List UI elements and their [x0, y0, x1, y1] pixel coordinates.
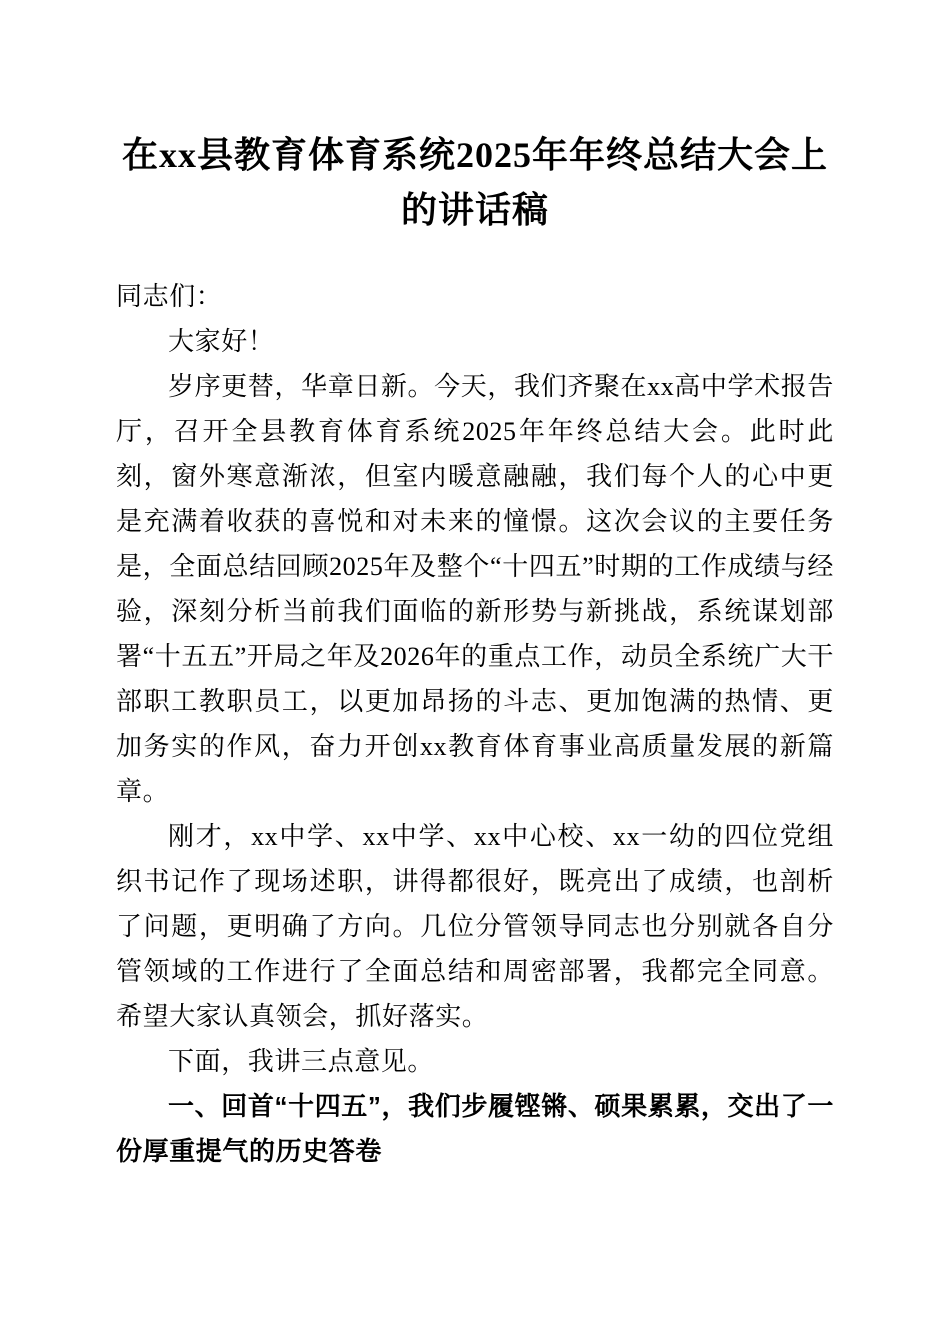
- paragraph-meeting-opening: 岁序更替，华章日新。今天，我们齐聚在xx高中学术报告厅，召开全县教育体育系统2025年年终总结大会。此时此刻，窗外寒意渐浓，但室内暖意融融，我们每个人的心中更是充满着收获的喜悦和对未来的憧憬。这次会议的主要任务是，全面总结回顾2025年及整个“十四五”时期的工作成绩与经验，深刻分析当前我们面临的新形势与新挑战，系统谋划部署“十五五”开局之年及2026年的重点工作，动员全系统广大干部职工教职员工，以更加昂扬的斗志、更加饱满的热情、更加务实的作风，奋力开创xx教育体育事业高质量发展的新篇章。: [116, 372, 834, 806]
- paragraph-transition: 下面，我讲三点意见。: [168, 1047, 435, 1076]
- paragraph-greeting: 大家好！: [168, 327, 275, 356]
- salutation: 同志们：: [116, 282, 223, 311]
- section-heading-1: 一、回首“十四五”，我们步履铿锵、硕果累累，交出了一份厚重提气的历史答卷: [116, 1091, 834, 1166]
- document-title: 在xx县教育体育系统2025年年终总结大会上的讲话稿: [121, 135, 828, 230]
- paragraph-work-reports-review: 刚才，xx中学、xx中学、xx中心校、xx一幼的四位党组织书记作了现场述职，讲得都很好，既亮出了成绩，也剖析了问题，更明确了方向。几位分管领导同志也分别就各自分管领域的工作进行了全面总结和周密部署，我都完全同意。希望大家认真领会，抓好落实。: [116, 822, 834, 1031]
